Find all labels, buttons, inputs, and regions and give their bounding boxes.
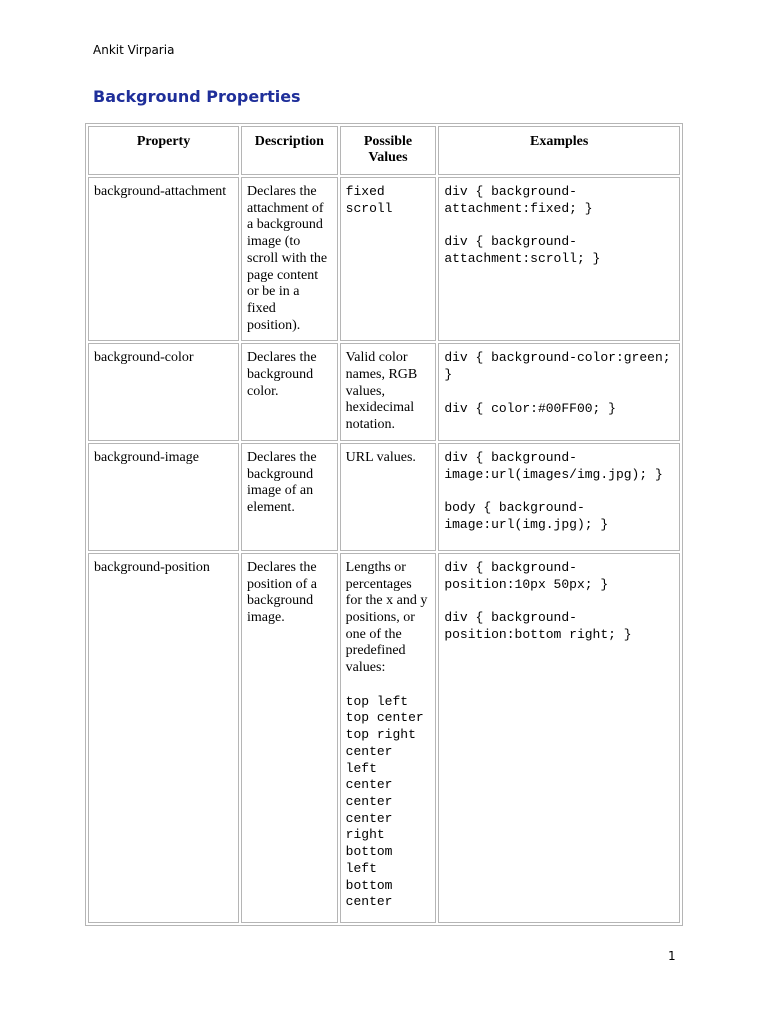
value-line: top left (345, 693, 409, 709)
example-code: div { background-position:10px 50px; } (444, 559, 609, 592)
cell-examples (438, 343, 680, 441)
value-line: bottom left (345, 844, 393, 876)
value-line: scroll (345, 200, 393, 216)
value-line: top right (345, 727, 416, 743)
example-code: div { color:#00FF00; } (444, 400, 616, 416)
example-code: body { background-image:url(img.jpg); } (444, 500, 609, 532)
table-row (88, 343, 680, 441)
cell-examples (438, 177, 680, 341)
example-code: div { background-position:bottom right; } (444, 610, 632, 642)
example-code: div { background-color:green; } (444, 350, 671, 383)
value-line: center left (345, 743, 393, 776)
cell-description: Declares the position of a background image. (241, 553, 338, 923)
header-property: Property (88, 126, 239, 175)
cell-possible-values: Valid color names, RGB values, hexidecimal notation. (340, 343, 437, 441)
table-row (88, 553, 680, 923)
cell-examples (438, 443, 680, 551)
cell-examples (438, 553, 680, 923)
value-line: fixed (345, 184, 385, 199)
header-possible-values: Possible Values (340, 126, 437, 175)
header-author: Ankit Virparia (93, 43, 175, 57)
page-number: 1 (668, 949, 676, 963)
table-row (88, 443, 680, 551)
cell-property: background-image (88, 443, 239, 551)
cell-possible-values (340, 553, 437, 923)
cell-possible-values (340, 177, 437, 341)
header-description: Description (241, 126, 338, 175)
cell-property: background-color (88, 343, 239, 441)
cell-description: Declares the background color. (241, 343, 338, 441)
example-code: div { background-attachment:fixed; } (444, 184, 593, 216)
example-code: div { background-attachment:scroll; } (444, 234, 601, 267)
value-line: bottom center (345, 877, 393, 910)
cell-description: Declares the attachment of a background image (to scroll with the page content or be in a fixed position). (241, 177, 338, 341)
value-line: center center (345, 777, 393, 809)
cell-description: Declares the background image of an element. (241, 443, 338, 551)
cell-property: background-attachment (88, 177, 239, 341)
table-row (88, 177, 680, 341)
value-line: top center (345, 710, 424, 726)
table-header-row (88, 126, 680, 175)
value-description: Lengths or percentages for the x and y positions, or one of the predefined values: (345, 559, 428, 676)
header-examples: Examples (438, 126, 680, 175)
value-line: center right (345, 810, 393, 843)
example-code: div { background-image:url(images/img.jpg); } (444, 449, 663, 482)
cell-possible-values: URL values. (340, 443, 437, 551)
section-title: Background Properties (93, 87, 301, 106)
background-properties-table (85, 123, 683, 926)
cell-property: background-position (88, 553, 239, 923)
